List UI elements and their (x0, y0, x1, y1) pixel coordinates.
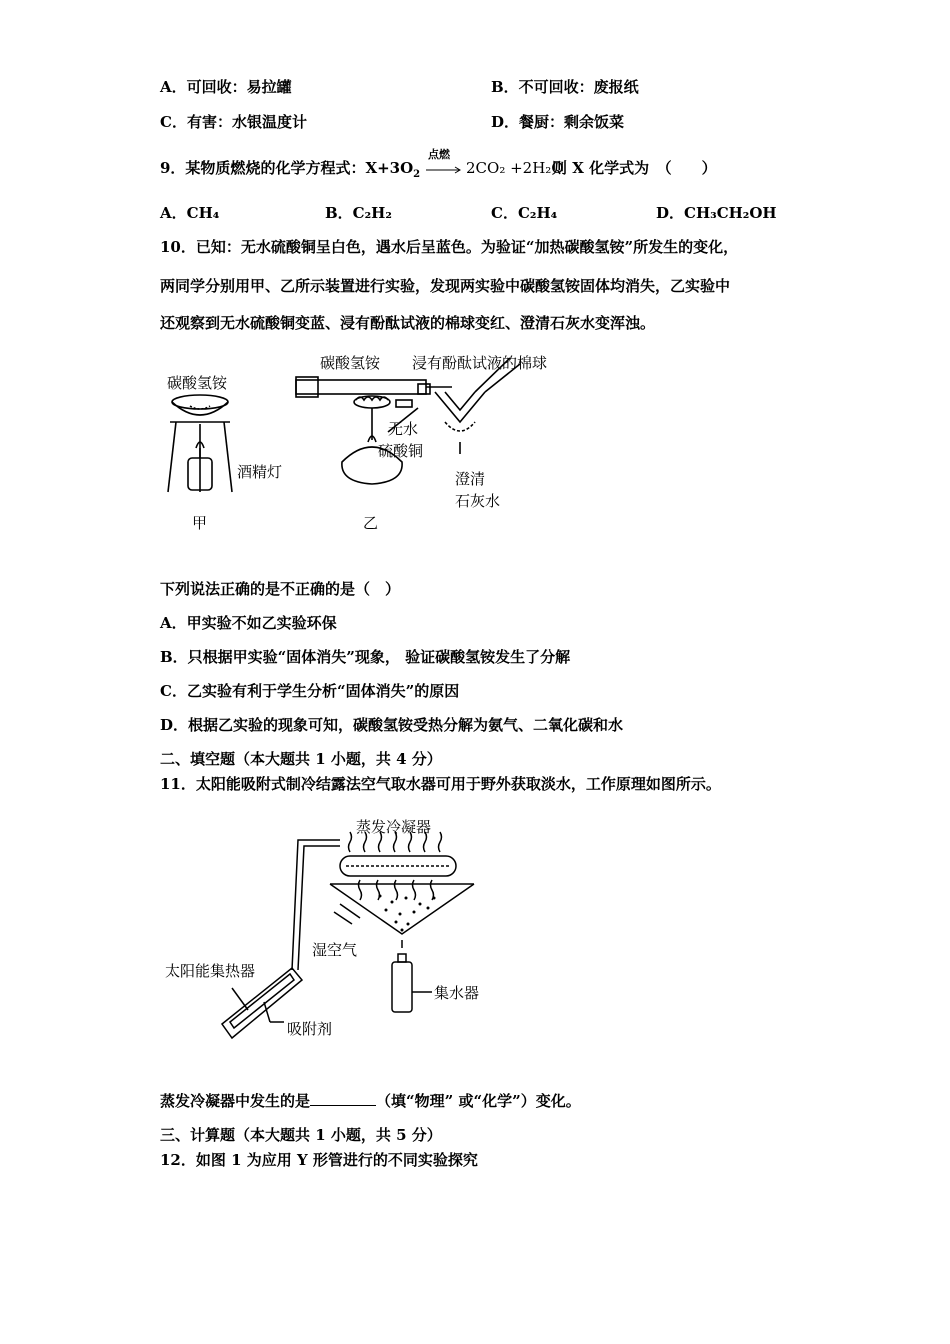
water-tank-label: 集水器 (434, 984, 480, 1002)
q8-option-d: D．餐厨：剩余饭菜 (491, 113, 625, 131)
q8-option-a: A．可回收：易拉罐 (160, 78, 292, 96)
q9-option-a: A．CH₄ (160, 204, 220, 222)
q10-question: 下列说法正确的是不正确的是（ ） (160, 580, 401, 598)
wet-air-label: 湿空气 (312, 941, 358, 959)
reaction-arrow (426, 166, 462, 176)
condenser-label: 蒸发冷凝器 (356, 818, 432, 836)
answer-blank[interactable] (310, 1091, 376, 1106)
q10-option-c: C．乙实验有利于学生分析“固体消失”的原因 (160, 682, 460, 700)
q10-option-d: D．根据乙实验的现象可知，碳酸氢铵受热分解为氨气、二氧化碳和水 (160, 716, 624, 734)
q9-option-c: C．C₂H₄ (491, 204, 558, 222)
q8-option-b: B．不可回收：废报纸 (491, 78, 639, 96)
cuso4-label-2: 硫酸铜 (378, 442, 424, 460)
alcohol-lamp-label: 酒精灯 (237, 463, 283, 481)
limewater-label-2: 石灰水 (455, 492, 501, 510)
q9-stem-end: 则 X 化学式为 （ ） (552, 159, 717, 177)
yi-reagent-label: 碳酸氢铵 (320, 354, 381, 372)
q11-answer-line: 蒸发冷凝器中发生的是 （填“物理” 或“化学”）变化。 (160, 1092, 581, 1110)
limewater-label-1: 澄清 (455, 470, 486, 488)
cuso4-label-1: 无水 (388, 420, 419, 438)
q10-line1: 10．已知：无水硫酸铜呈白色，遇水后呈蓝色。为验证“加热碳酸氢铵”所发生的变化， (160, 238, 739, 256)
solar-collector-label: 太阳能集热器 (165, 962, 256, 980)
jia-label: 甲 (192, 514, 208, 532)
q10-option-b: B．只根据甲实验“固体消失”现象， 验证碳酸氢铵发生了分解 (160, 648, 571, 666)
q10-line2: 两同学分别用甲、乙所示装置进行实验，发现两实验中碳酸氢铵固体均消失，乙实验中 (160, 277, 731, 295)
jia-reagent-label: 碳酸氢铵 (167, 374, 228, 392)
q8-option-c: C．有害：水银温度计 (160, 113, 307, 131)
cotton-label: 浸有酚酞试液的棉球 (412, 354, 548, 372)
q12-stem: 12．如图 1 为应用 Y 形管进行的不同实验探究 (160, 1151, 478, 1169)
yi-label: 乙 (363, 514, 379, 532)
q9-stem: 9．某物质燃烧的化学方程式：$X+3O_2$ (160, 159, 421, 180)
q9-option-b: B．C₂H₂ (325, 204, 392, 222)
q11-stem: 11．太阳能吸附式制冷结露法空气取水器可用于野外获取淡水，工作原理如图所示。 (160, 775, 721, 793)
q9-condition: 点燃 (428, 148, 450, 161)
q10-option-a: A．甲实验不如乙实验环保 (160, 614, 337, 632)
adsorbent-label: 吸附剂 (287, 1020, 333, 1038)
section-fill-in: 二、填空题（本大题共 1 小题，共 4 分） (160, 750, 442, 768)
q9-option-d: D．CH₃CH₂OH (656, 204, 777, 222)
q10-line3: 还观察到无水硫酸铜变蓝、浸有酚酞试液的棉球变红、澄清石灰水变浑浊。 (160, 314, 656, 332)
q9-products: 2CO₂ +2H₂O (466, 159, 564, 177)
section-calculation: 三、计算题（本大题共 1 小题，共 5 分） (160, 1126, 442, 1144)
